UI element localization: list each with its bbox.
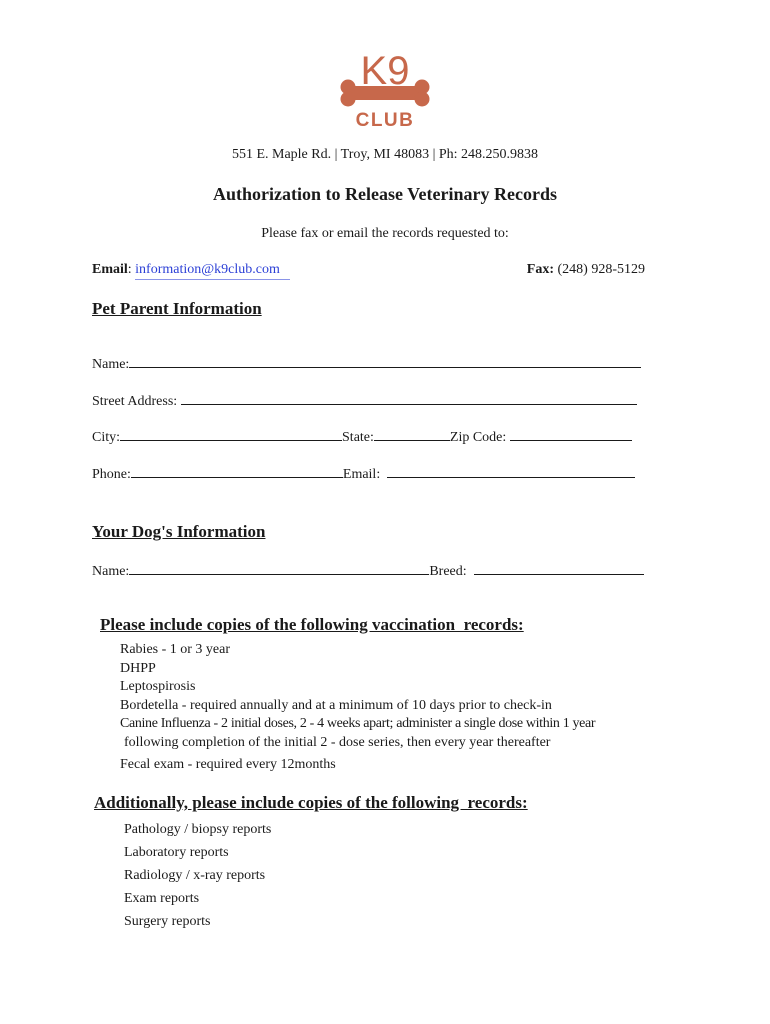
k9-club-logo bbox=[335, 44, 435, 130]
fax-number: (248) 928-5129 bbox=[557, 262, 645, 277]
street-address-row bbox=[92, 391, 637, 410]
list-item: Pathology / biopsy reports bbox=[124, 822, 272, 837]
email-link[interactable]: information@k9club.com bbox=[135, 262, 290, 280]
parent-name-field[interactable] bbox=[129, 354, 641, 368]
city-field[interactable] bbox=[120, 427, 342, 441]
zip-code-label: Zip Code: bbox=[449, 430, 507, 445]
state-label: State: bbox=[342, 430, 374, 445]
list-item: Rabies - 1 or 3 year bbox=[120, 642, 231, 657]
pet-parent-heading: Pet Parent Information bbox=[92, 299, 262, 318]
phone-field[interactable] bbox=[131, 464, 343, 478]
logo-text-k9: K9 bbox=[360, 49, 410, 93]
logo-text-club: CLUB bbox=[355, 110, 415, 130]
city-label: City: bbox=[92, 430, 121, 445]
vaccination-list bbox=[120, 642, 680, 776]
phone-email-row bbox=[92, 464, 635, 483]
list-item: following completion of the initial 2 - dose series, then every year thereafter bbox=[124, 734, 551, 750]
breed-label: Breed: bbox=[429, 564, 467, 579]
dog-name-field[interactable] bbox=[129, 561, 429, 575]
dog-name-label: Name: bbox=[92, 564, 130, 579]
page-title: Authorization to Release Veterinary Records bbox=[213, 184, 557, 204]
list-item: Canine Influenza - 2 initial doses, 2 - 4 weeks apart; administer a single dose within 1 year bbox=[120, 716, 596, 731]
phone-label: Phone: bbox=[92, 467, 131, 482]
breed-field[interactable] bbox=[474, 561, 644, 575]
list-item: Radiology / x-ray reports bbox=[124, 868, 266, 883]
parent-email-label: Email: bbox=[342, 467, 381, 482]
list-item: DHPP bbox=[120, 660, 156, 676]
list-item: Exam reports bbox=[124, 891, 200, 906]
list-item: Laboratory reports bbox=[124, 845, 229, 860]
email-contact: Email: information@k9club.com bbox=[92, 262, 290, 278]
state-field[interactable] bbox=[374, 427, 450, 441]
email-label: Email bbox=[92, 262, 128, 277]
vaccinations-heading: Please include copies of the following vaccination records: bbox=[100, 615, 524, 634]
page-subtitle: Please fax or email the records requested to: bbox=[261, 226, 509, 241]
dog-info-heading: Your Dog's Information bbox=[92, 522, 266, 541]
street-address-field[interactable] bbox=[181, 391, 637, 405]
address-line: 551 E. Maple Rd. | Troy, MI 48083 | Ph: 248.250.9838 bbox=[231, 147, 539, 162]
zip-code-field[interactable] bbox=[510, 427, 632, 441]
city-state-zip-row bbox=[92, 427, 632, 446]
parent-email-field[interactable] bbox=[387, 464, 635, 478]
street-address-label: Street Address: bbox=[92, 394, 178, 409]
fax-contact bbox=[527, 262, 645, 278]
parent-name-label: Name: bbox=[92, 357, 130, 372]
list-item: Surgery reports bbox=[124, 914, 211, 929]
fax-label: Fax: bbox=[526, 262, 554, 277]
records-heading: Additionally, please include copies of the following records: bbox=[94, 793, 528, 812]
list-item: Bordetella - required annually and at a minimum of 10 days prior to check-in bbox=[120, 697, 552, 713]
records-list bbox=[124, 822, 271, 937]
parent-name-row bbox=[92, 354, 641, 373]
dog-name-breed-row bbox=[92, 561, 644, 580]
list-item: Leptospirosis bbox=[120, 679, 196, 694]
list-item: Fecal exam - required every 12months bbox=[120, 757, 336, 772]
